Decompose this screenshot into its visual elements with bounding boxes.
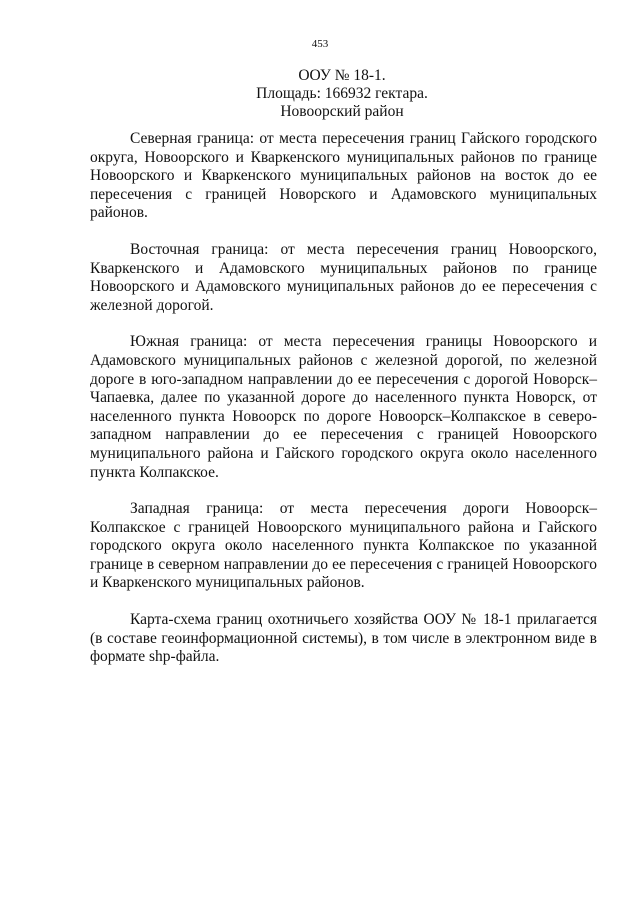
north-boundary-paragraph: Северная граница: от места пересечения границ Гайского городского округа, Новоорского и Кваркенского муниципальных районов по границе Новоорского и Кваркенского муниципальных районов на восток до ее пересечения с границей Новорского и Адамовского муниципальных районов. [90,130,597,222]
east-boundary-paragraph: Восточная граница: от места пересечения границ Новоорского, Кваркенского и Адамовского муниципальных районов по границе Новоорского и Адамовского муниципальных районов до ее пересечения с железной дорогой. [90,240,597,314]
header-title: ООУ № 18-1. [298,67,386,84]
page-number: 453 [311,38,329,50]
header-district: Новоорский район [280,103,404,120]
map-note-paragraph: Карта-схема границ охотничьего хозяйства ООУ № 18-1 прилагается (в составе геоинформационной системы), в том числе в электронном виде в формате shp-файла. [90,611,597,666]
header-area: Площадь: 166932 гектара. [256,85,428,102]
west-boundary-paragraph: Западная граница: от места пересечения дороги Новоорск–Колпакское с границей Новоорского муниципального района и Гайского городского округа около населенного пункта Колпакское по указанной границе в северном направлении до ее пересечения с границей Новоорского и Кваркенского муниципальных районов. [90,500,597,592]
document-body [90,130,597,685]
document-header [90,67,594,121]
south-boundary-paragraph: Южная граница: от места пересечения границы Новоорского и Адамовского муниципальных районов с железной дорогой, по железной дороге в юго-западном направлении до ее пересечения с дорогой Новорск–Чапаевка, далее по указанной дороге до населенного пункта Новорск, от населенного пункта Новоорск по дороге Новоорск–Колпакское в северо-западном направлении до ее пересечения с границей Новоорского муниципального района и Гайского городского округа около населенного пункта Колпакское. [90,333,597,481]
